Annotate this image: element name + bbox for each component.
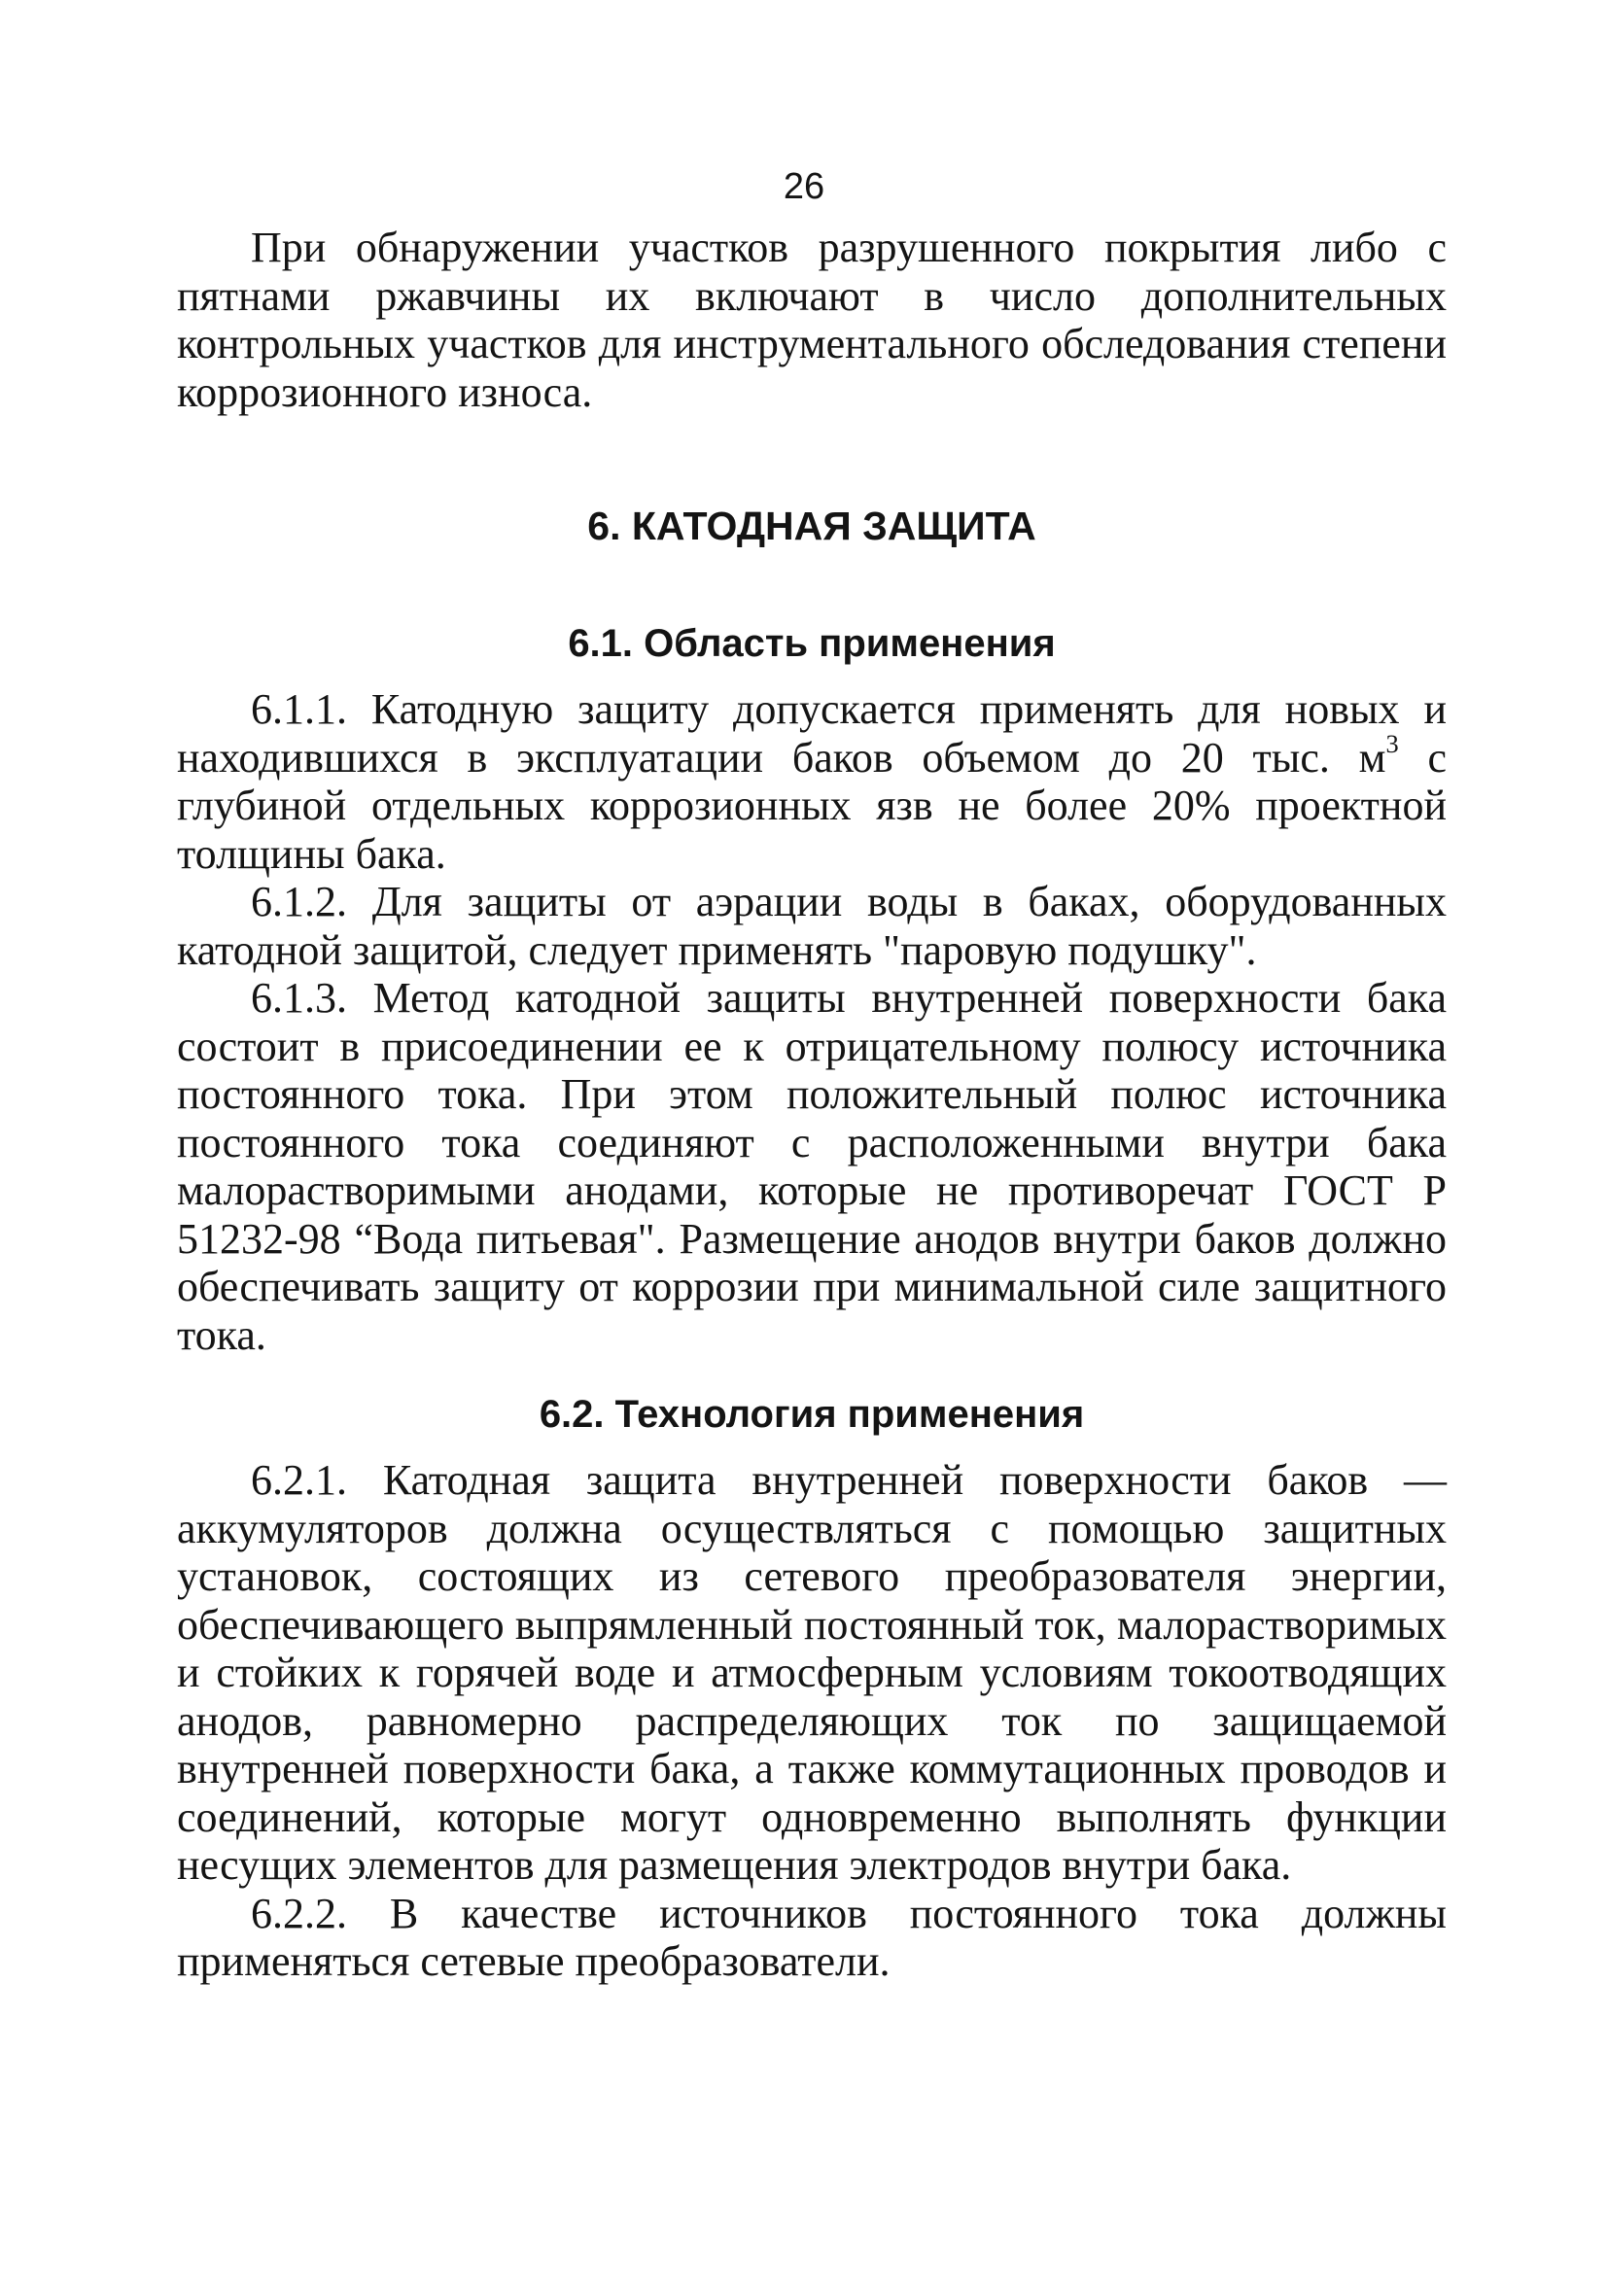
subsection-title-scope: 6.1. Область применения	[568, 622, 1056, 665]
paragraph-6-2-2: 6.2.2. В качестве источников постоянного тока должны применяться сетевые преобразователи.	[177, 1889, 1447, 1985]
subsection-title-technology: 6.2. Технология применения	[539, 1393, 1085, 1436]
subsection-scope-body	[177, 685, 1447, 1359]
paragraph-6-1-1-text-after: с глубиной отдельных коррозионных язв не более 20% проектной толщины бака.	[177, 733, 1448, 878]
paragraph-6-1-1-text: 6.1.1. Катодную защиту допускается применять для новых и находившихся в эксплуатации баков объемом до 20 тыс. м	[177, 685, 1447, 782]
paragraph-6-1-1	[177, 685, 1447, 878]
paragraph-6-1-3: 6.1.3. Метод катодной защиты внутренней поверхности бака состоит в присоединении ее к отрицательному полюсу источника постоянного тока. При этом положительный полюс источника постоянного тока соединяют с расположенными внутри бака малорастворимыми анодами, которые не противоречат ГОСТ Р 51232-98 “Вода питьевая". Размещение анодов внутри баков должно обеспечивать защиту от коррозии при минимальной силе защитного тока.	[177, 974, 1447, 1359]
paragraph-6-1-2: 6.1.2. Для защиты от аэрации воды в баках, оборудованных катодной защитой, следует применять "паровую подушку".	[177, 878, 1447, 974]
intro-block	[177, 224, 1447, 416]
subsection-technology-body	[177, 1456, 1447, 1986]
intro-paragraph: При обнаружении участков разрушенного покрытия либо с пятнами ржавчины их включают в число дополнительных контрольных участков для инструментального обследования степени коррозионного износа.	[177, 224, 1447, 416]
paragraph-6-2-1: 6.2.1. Катодная защита внутренней поверхности баков — аккумуляторов должна осуществляться с помощью защитных установок, состоящих из сетевого преобразователя энергии, обеспечивающего выпрямленный постоянный ток, малорастворимых и стойких к горячей воде и атмосферным условиям токоотводящих анодов, равномерно распределяющих ток по защищаемой внутренней поверхности бака, а также коммутационных проводов и соединений, которые могут одновременно выполнять функции несущих элементов для размещения электродов внутри бака.	[177, 1456, 1447, 1889]
section-title: 6. КАТОДНАЯ ЗАЩИТА	[587, 504, 1036, 548]
page-number: 26	[783, 166, 825, 207]
superscript-3: 3	[1385, 728, 1399, 758]
